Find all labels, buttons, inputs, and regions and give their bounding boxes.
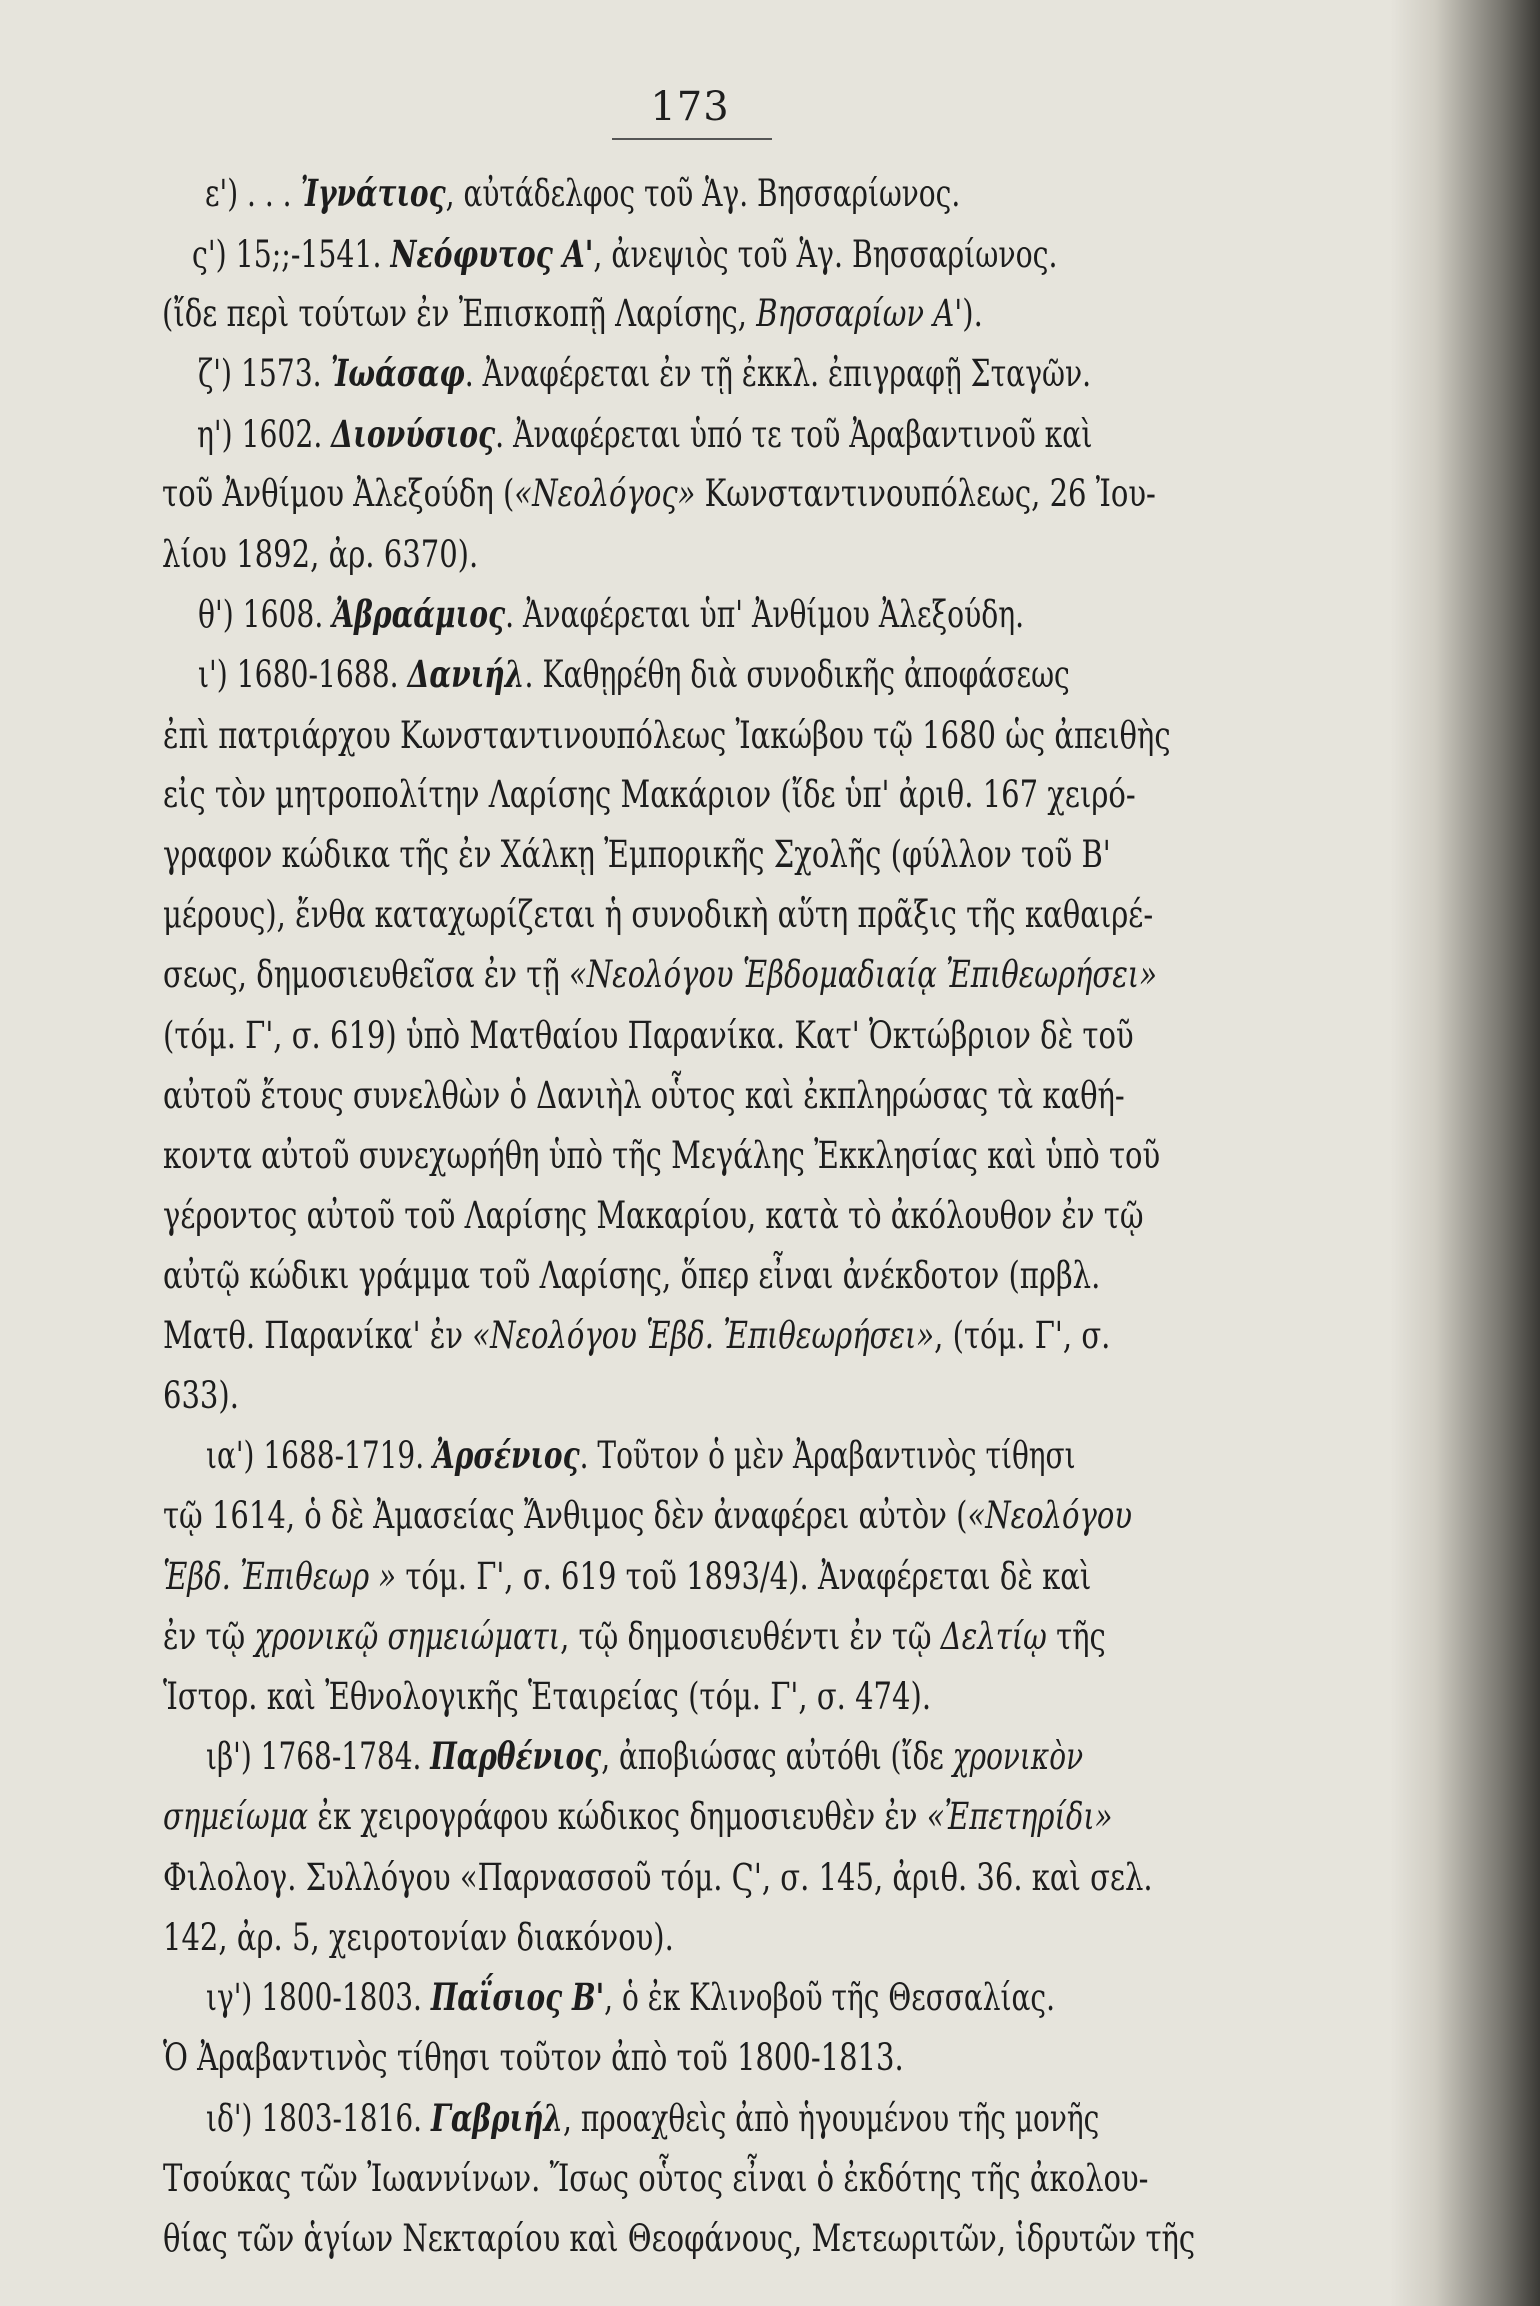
text-line [163,2214,1355,2262]
italic-reference: «Νεολόγου Ἑβδομαδιαίᾳ Ἐπιθεωρήσει» [568,952,1157,996]
text-line [162,289,1355,337]
text-run: λίου 1892, ἀρ. 6370). [162,532,479,576]
text-run: Ἱστορ. καὶ Ἐθνολογικῆς Ἑταιρείας (τόμ. Γ', σ. 474). [163,1674,932,1718]
text-line [163,1552,1355,1600]
italic-reference: χρονικὸν [952,1734,1084,1778]
text-run: Φιλολογ. Συλλόγου «Παρνασσοῦ τόμ. Ϛ', σ. 145, ἀριθ. 36. καὶ σελ. [163,1855,1153,1899]
text-run: (ἴδε περὶ τούτων ἐν Ἐπισκοπῇ Λαρίσης, [162,291,757,335]
text-line [206,1973,1355,2021]
text-run: τῆς [1046,1614,1106,1658]
text-run: Ὁ Ἀραβαντινὸς τίθησι τοῦτον ἀπὸ τοῦ 1800-1813. [163,2035,904,2079]
text-run: Ματθ. Παρανίκα' ἐν [163,1313,473,1357]
text-line [163,1371,1355,1419]
text-run: , ὁ ἐκ Κλινοβοῦ τῆς Θεσσαλίας. [604,1975,1055,2019]
text-run: ιδ') 1803-1816. [206,2096,431,2140]
text-run: γραφον κώδικα τῆς ἐν Χάλκῃ Ἐμπορικῆς Σχολῆς (φύλλον τοῦ Β' [163,832,1111,876]
text-line [163,1672,1355,1720]
text-line [163,1491,1355,1539]
text-run: ια') 1688-1719. [206,1433,434,1477]
text-run: τῷ 1614, ὁ δὲ Ἀμασείας Ἄνθιμος δὲν ἀναφέρει αὐτὸν ( [163,1493,968,1537]
text-line [163,1311,1355,1359]
text-run: ιγ') 1800-1803. [206,1975,431,2019]
text-line [206,1732,1355,1780]
text-run: ἐκ χειρογράφου κώδικος δημοσιευθὲν ἐν [308,1794,927,1838]
text-line [163,1131,1355,1179]
text-run: θίας τῶν ἁγίων Νεκταρίου καὶ Θεοφάνους, Μετεωριτῶν, ἱδρυτῶν τῆς [163,2216,1196,2260]
entry-name: Γαβριήλ [430,2096,564,2140]
text-run: 142, ἀρ. 5, χειροτονίαν διακόνου). [163,1915,674,1959]
text-line [198,590,1355,638]
text-run: η') 1602. [197,412,332,456]
text-line [192,230,1355,278]
italic-reference: Δελτίῳ [940,1614,1047,1658]
entry-name: Παΐσιος Β' [430,1975,605,2019]
italic-reference: «Νεολόγου Ἑβδ. Ἐπιθεωρήσει» [472,1313,935,1357]
text-line [163,711,1355,759]
entry-name: Παρθένιος [430,1734,602,1778]
entry-name: Νεόφυτος Α' [390,232,594,276]
italic-reference: «Ἐπετηρίδι» [926,1794,1113,1838]
text-line [163,1612,1355,1660]
text-run: . Ἀναφέρεται ὑπό τε τοῦ Ἀραβαντινοῦ καὶ [495,412,1093,456]
text-run: εἰς τὸν μητροπολίτην Λαρίσης Μακάριον (ἴδε ὑπ' ἀριθ. 167 χειρό- [163,772,1136,816]
text-line [163,2154,1355,2202]
text-line [205,169,1355,217]
text-run: ἐν τῷ [163,1614,255,1658]
italic-reference: «Νεολόγος» [514,471,696,515]
text-line [163,950,1355,998]
entry-name: Ἰγνάτιος [300,171,446,215]
text-run: . Καθῃρέθη διὰ συνοδικῆς ἀποφάσεως [524,652,1070,696]
text-run: γέροντος αὐτοῦ τοῦ Λαρίσης Μακαρίου, κατὰ τὸ ἀκόλουθον ἐν τῷ [163,1193,1144,1237]
text-line [163,1191,1355,1239]
text-run: κοντα αὐτοῦ συνεχωρήθη ὑπὸ τῆς Μεγάλης Ἐκκλησίας καὶ ὑπὸ τοῦ [163,1133,1161,1177]
italic-reference: σημείωμα [163,1794,309,1838]
text-run: 633). [163,1373,239,1417]
text-run: αὐτοῦ ἔτους συνελθὼν ὁ Δανιὴλ οὗτος καὶ ἐκπληρώσας τὰ καθή- [163,1073,1125,1117]
text-run: ζ') 1573. [198,351,331,395]
text-line [163,2033,1355,2081]
entry-name: Ἀβραάμιος [332,592,506,636]
text-line [163,1792,1355,1840]
text-run: , τῷ δημοσιευθέντι ἐν τῷ [560,1614,941,1658]
text-run: (τόμ. Γ', σ. 619) ὑπὸ Ματθαίου Παρανίκα. Κατ' Ὀκτώβριον δὲ τοῦ [163,1013,1134,1057]
text-run: , ἀνεψιὸς τοῦ Ἁγ. Βησσαρίωνος. [593,232,1058,276]
text-run: , ἀποβιώσας αὐτόθι (ἴδε [601,1734,953,1778]
text-run: ιβ') 1768-1784. [206,1734,431,1778]
page-number: 173 [650,84,730,130]
entry-name: Ἀρσένιος [433,1433,580,1477]
text-line [206,2094,1355,2142]
text-line [163,1071,1355,1119]
text-run: . Ἀναφέρεται ὑπ' Ἀνθίμου Ἀλεξούδη. [505,592,1025,636]
text-run: , προαχθεὶς ἀπὸ ἡγουμένου τῆς μονῆς [563,2096,1100,2140]
text-line [198,650,1355,698]
text-line [163,890,1355,938]
text-line [163,1251,1355,1299]
text-run: σεως, δημοσιευθεῖσα ἐν τῇ [163,952,569,996]
text-run: τόμ. Γ', σ. 619 τοῦ 1893/4). Ἀναφέρεται δὲ καὶ [396,1554,1092,1598]
text-line [162,530,1355,578]
text-run: αὐτῷ κώδικι γράμμα τοῦ Λαρίσης, ὅπερ εἶναι ἀνέκδοτον (πρβλ. [163,1253,1101,1297]
text-line [197,410,1355,458]
text-run: . Τοῦτον ὁ μὲν Ἀραβαντινὸς τίθησι [579,1433,1076,1477]
text-run: ι') 1680-1688. [198,652,408,696]
text-run: θ') 1608. [198,592,333,636]
italic-reference: Βησσαρίων Α' [756,291,963,335]
page-number-rule [612,138,772,140]
text-run: Κωνσταντινουπόλεως, 26 Ἰου- [695,471,1156,515]
text-line [163,770,1355,818]
text-run: τοῦ Ἀνθίμου Ἀλεξούδη ( [162,471,515,515]
text-run: ς') 15;;-1541. [192,232,391,276]
entry-name: Διονύσιος [331,412,496,456]
text-run: ). [962,291,983,335]
italic-reference: «Νεολόγου [967,1493,1132,1537]
entry-name: Ἰωάσαφ [330,351,465,395]
italic-reference: χρονικῷ σημειώματι [254,1614,561,1658]
text-line [163,1011,1355,1059]
entry-name: Δανιήλ [407,652,525,696]
text-line [198,349,1355,397]
text-run: μέρους), ἔνθα καταχωρίζεται ἡ συνοδικὴ αὕτη πρᾶξις τῆς καθαιρέ- [163,892,1154,936]
text-line [163,1913,1355,1961]
text-run: , αὐτάδελφος τοῦ Ἁγ. Βησσαρίωνος. [445,171,961,215]
text-line [206,1431,1355,1479]
text-line [162,469,1355,517]
italic-reference: Ἑβδ. Ἐπιθεωρ » [163,1554,397,1598]
text-run: ε') . . . [205,171,301,215]
page-edge-shadow [1390,0,1540,2306]
text-run: . Ἀναφέρεται ἐν τῇ ἐκκλ. ἐπιγραφῇ Σταγῶν. [464,351,1092,395]
text-run: ἐπὶ πατριάρχου Κωνσταντινουπόλεως Ἰακώβου τῷ 1680 ὡς ἀπειθὴς [163,713,1171,757]
text-run: Τσούκας τῶν Ἰωαννίνων. Ἴσως οὗτος εἶναι ὁ ἐκδότης τῆς ἀκολου- [163,2156,1149,2200]
text-line [163,1853,1355,1901]
text-run: , (τόμ. Γ', σ. [934,1313,1111,1357]
text-line [163,830,1355,878]
